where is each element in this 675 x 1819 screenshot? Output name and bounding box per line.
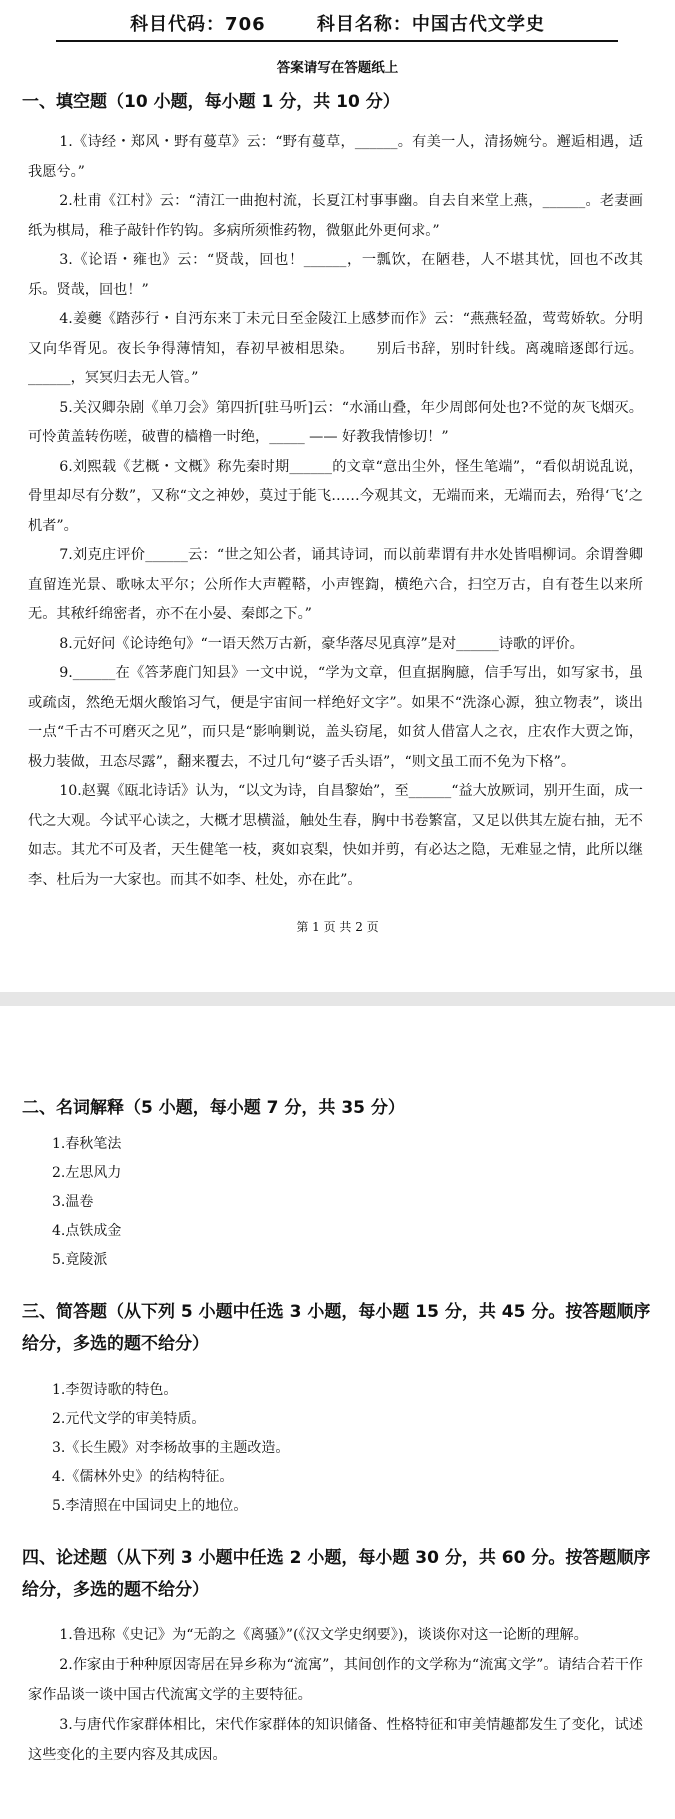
section-3-title: 三、简答题（从下列 5 小题中任选 3 小题，每小题 15 分，共 45 分。按答题顺序给分，多选的题不给分） — [22, 1302, 651, 1354]
essay-item: 1.鲁迅称《史记》为“无韵之《离骚》”(《汉文学史纲要》)，谈谈你对这一论断的理解。 — [59, 1627, 588, 1643]
question-5: 5.关汉卿杂剧《单刀会》第四折[驻马听]云：“水涌山叠，年少周郎何处也?不觉的灰飞烟灭。可怜黄盖转伤嗟，破曹的樯橹一时绝，_____ —— 好教我情惨切！” — [28, 399, 643, 445]
section-1-title: 一、填空题（10 小题，每小题 1 分，共 10 分） — [22, 92, 400, 112]
question-8: 8.元好问《论诗绝句》“一语天然万古新，豪华落尽见真淳”是对______诗歌的评价。 — [59, 635, 584, 652]
short-answer-item: 4.《儒林外史》的结构特征。 — [52, 1469, 234, 1485]
essay-item: 3.与唐代作家群体相比，宋代作家群体的知识储备、性格特征和审美情趣都发生了变化，试述这些变化的主要内容及其成因。 — [28, 1717, 643, 1763]
question-2: 2.杜甫《江村》云：“清江一曲抱村流，长夏江村事事幽。自去自来堂上燕，______。老妻画纸为棋局，稚子敲针作钓钩。多病所须惟药物，微躯此外更何求。” — [28, 193, 643, 239]
fill-blank-questions — [28, 128, 643, 895]
section-2-title: 二、名词解释（5 小题，每小题 7 分，共 35 分） — [22, 1098, 405, 1118]
essay-list — [28, 1620, 643, 1770]
term-item: 4.点铁成金 — [52, 1223, 122, 1239]
short-answer-item: 3.《长生殿》对李杨故事的主题改造。 — [52, 1440, 290, 1456]
essay-item: 2.作家由于种种原因寄居在异乡称为“流寓”，其间创作的文学称为“流寓文学”。请结合若干作家作品谈一谈中国古代流寓文学的主要特征。 — [28, 1657, 643, 1703]
header-rule — [56, 40, 618, 42]
question-6: 6.刘熙载《艺概・文概》称先秦时期______的文章“意出尘外，怪生笔端”，“看似胡说乱说，骨里却尽有分数”，又称“文之神妙，莫过于能飞……今观其文，无端而来，无端而去，殆得‘飞’之机者”。 — [28, 458, 643, 534]
answer-notice: 答案请写在答题纸上 — [276, 60, 399, 76]
subject-name: 科目名称：中国古代文学史 — [316, 14, 545, 35]
section-4-title: 四、论述题（从下列 3 小题中任选 2 小题，每小题 30 分，共 60 分。按答题顺序给分，多选的题不给分） — [22, 1548, 651, 1600]
question-1: 1.《诗经・郑风・野有蔓草》云：“野有蔓草，______。有美一人，清扬婉兮。邂逅相遇，适我愿兮。” — [28, 134, 643, 180]
page-separator — [0, 992, 675, 1006]
subject-code: 科目代码：706 — [130, 14, 266, 35]
term-list — [52, 1130, 642, 1275]
question-4: 4.姜夔《踏莎行・自沔东来丁未元日至金陵江上感梦而作》云：“燕燕轻盈，莺莺娇软。分明又向华胥见。夜长争得薄情知，春初早被相思染。 别后书辞，别时针线。离魂暗逐郎行远。______，冥冥归去无人管。” — [28, 311, 643, 386]
short-answer-item: 5.李清照在中国词史上的地位。 — [52, 1498, 248, 1514]
short-answer-item: 2.元代文学的审美特质。 — [52, 1411, 206, 1427]
question-7: 7.刘克庄评价______云：“世之知公者，诵其诗词，而以前辈谓有井水处皆唱柳词。余谓誊卿直留连光景、歌咏太平尔；公所作大声鞺鞳，小声铿鍧，横绝六合，扫空万古，自有苍生以来所无。其秾纤绵密者，亦不在小晏、秦郎之下。” — [28, 547, 643, 622]
question-3: 3.《论语・雍也》云：“贤哉，回也！______，一瓢饮，在陋巷，人不堪其忧，回也不改其乐。贤哉，回也！” — [28, 252, 643, 298]
term-item: 3.温卷 — [52, 1194, 94, 1210]
term-item: 2.左思风力 — [52, 1165, 122, 1181]
term-item: 1.春秋笔法 — [52, 1136, 122, 1152]
short-answer-list — [52, 1376, 642, 1521]
exam-header — [0, 10, 675, 36]
question-9: 9.______在《答茅鹿门知县》一文中说，“学为文章，但直据胸臆，信手写出，如写家书，虽或疏卤，然绝无烟火酸馅习气，便是宇宙间一样绝好文字”。如果不“洗涤心源，独立物表”，谈出一点“千古不可磨灭之见”，而只是“影响剿说，盖头窃尾，如贫人借富人之衣，庄农作大贾之饰，极力装做，丑态尽露”，翻来覆去，不过几句“婆子舌头语”，“则文虽工而不免为下格”。 — [28, 665, 643, 770]
term-item: 5.竟陵派 — [52, 1252, 108, 1268]
page-footer: 第 1 页 共 2 页 — [296, 920, 379, 934]
question-10: 10.赵翼《瓯北诗话》认为，“以文为诗，自昌黎始”，至______“益大放厥词，别开生面，成一代之大观。今试平心读之，大概才思横溢，触处生春，胸中书卷繁富，又足以供其左旋右抽，无不如志。其尤不可及者，天生健笔一枝，爽如哀梨，快如并剪，有必达之隐，无难显之情，此所以继李、杜后为一大家也。而其不如李、杜处，亦在此”。 — [28, 783, 643, 888]
short-answer-item: 1.李贺诗歌的特色。 — [52, 1382, 178, 1398]
